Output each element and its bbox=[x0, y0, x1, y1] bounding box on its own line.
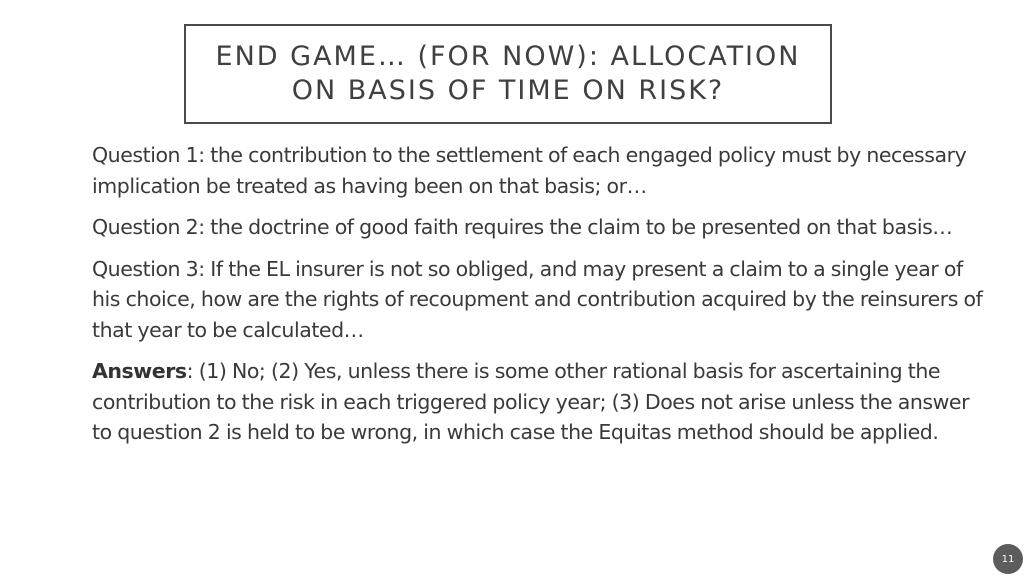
answers-label: Answers bbox=[92, 359, 187, 383]
slide-title-box bbox=[184, 24, 832, 124]
answers-text: : (1) No; (2) Yes, unless there is some other rational basis for ascertaining the contribution to the risk in each triggered policy year; (3) Does not arise unless the answer to question 2 is held to be wrong, in which case the Equitas method should be applied. bbox=[92, 359, 970, 444]
question-1-paragraph: Question 1: the contribution to the settlement of each engaged policy must by necessary implication be treated as having been on that basis; or… bbox=[92, 143, 967, 198]
slide-body bbox=[92, 140, 992, 459]
slide-title-line-2: ON BASIS OF TIME ON RISK? bbox=[291, 75, 725, 106]
question-3-paragraph: Question 3: If the EL insurer is not so obliged, and may present a claim to a single year of his choice, how are the rights of recoupment and contribution acquired by the reinsurers of that year to be calculated… bbox=[92, 256, 983, 342]
slide-title-line-1: END GAME… (FOR NOW): ALLOCATION bbox=[215, 41, 801, 72]
page-number-badge bbox=[993, 544, 1023, 574]
question-2-paragraph: Question 2: the doctrine of good faith requires the claim to be presented on that basis… bbox=[92, 215, 953, 239]
page-number: 11 bbox=[1001, 553, 1015, 565]
answers-paragraph bbox=[92, 356, 992, 448]
